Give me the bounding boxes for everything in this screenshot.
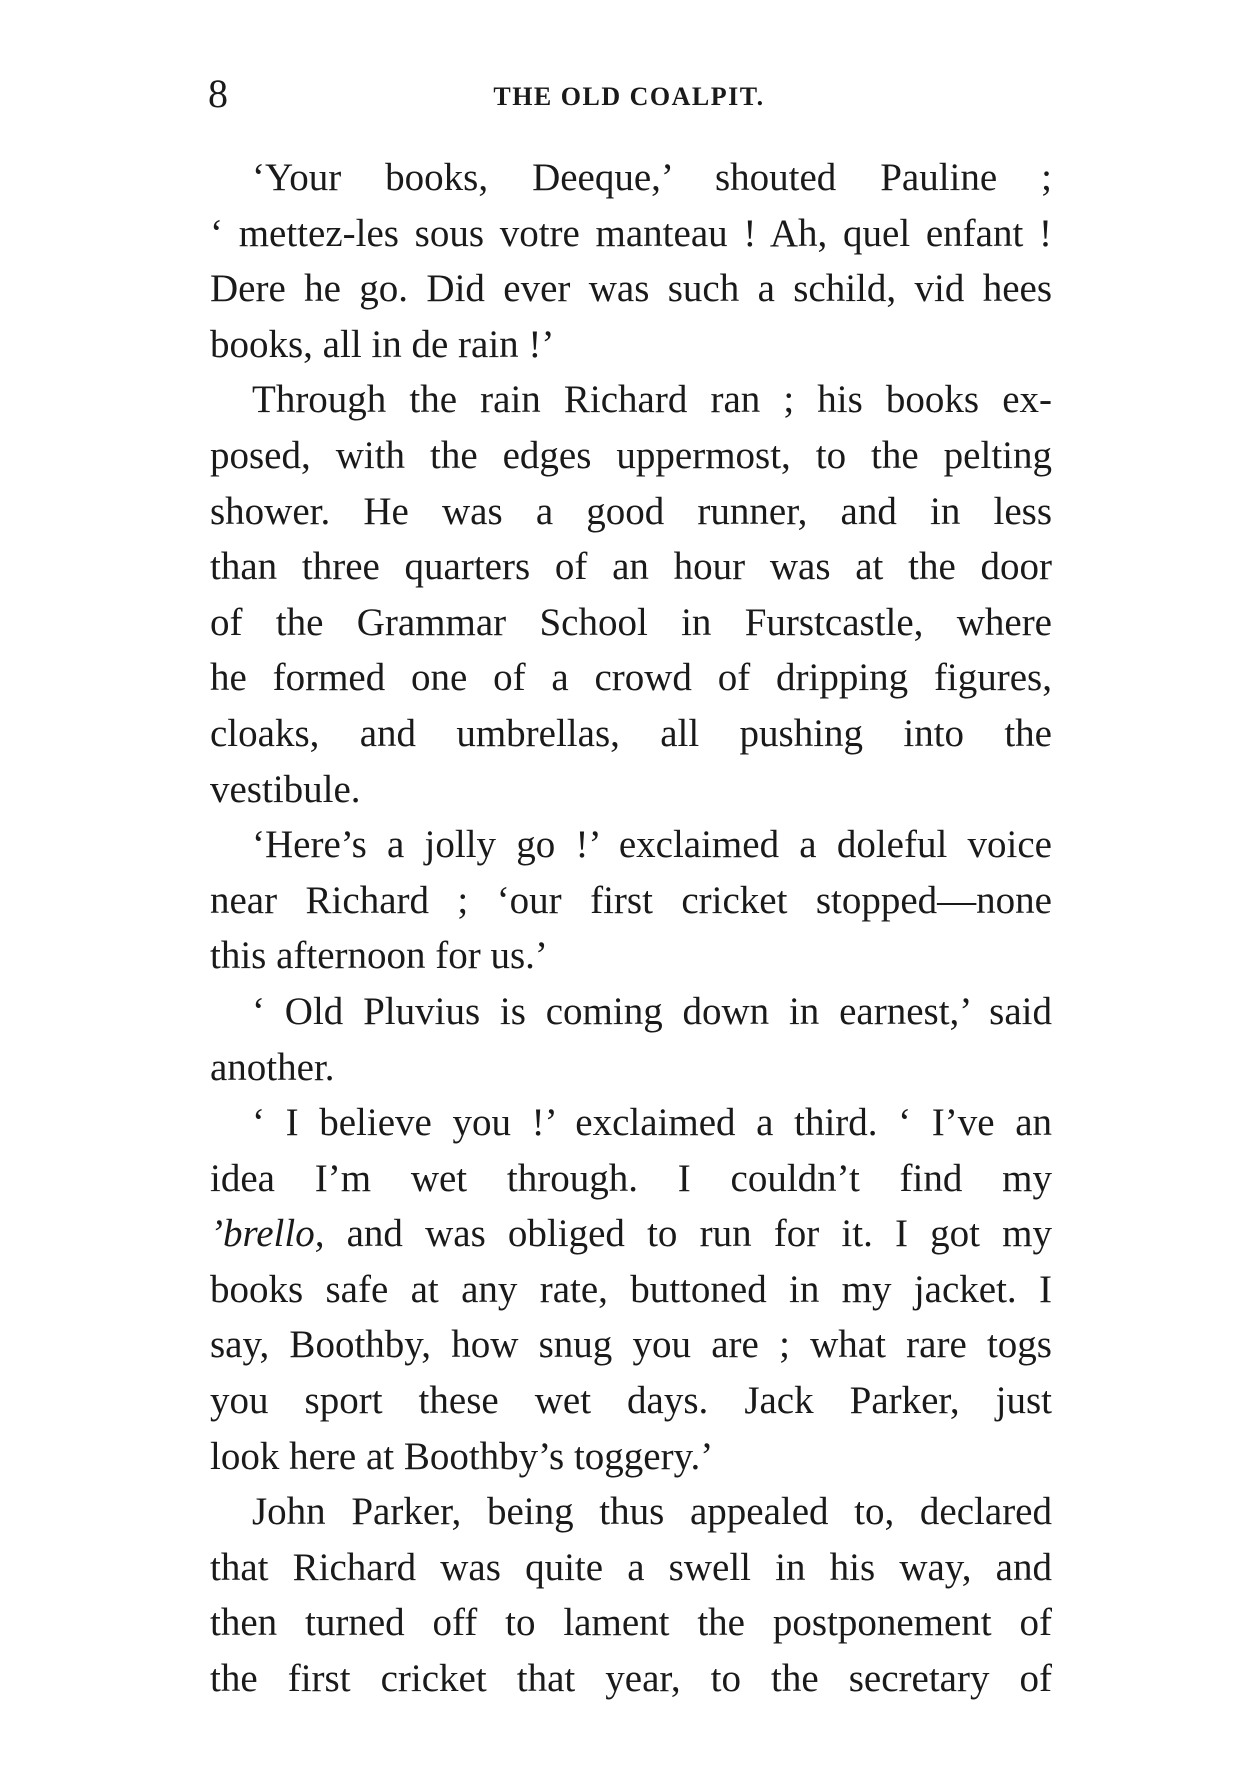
running-head — [208, 72, 1050, 122]
text-line: he formed one of a crowd of dripping figures, — [210, 656, 1052, 700]
running-title: THE OLD COALPIT. — [493, 82, 765, 111]
text-line: ‘Here’s a jolly go !’ exclaimed a doleful voice — [252, 823, 1052, 867]
text-line: than three quarters of an hour was at the door — [210, 545, 1052, 589]
text-line: ‘ mettez-les sous votre manteau ! Ah, quel enfant ! — [210, 211, 1052, 255]
text-line: John Parker, being thus appealed to, declared — [252, 1490, 1052, 1534]
text-line-rest: and was obliged to run for it. I got my — [324, 1212, 1052, 1256]
text-line: near Richard ; ‘our first cricket stopped—none — [210, 878, 1052, 922]
text-line: books safe at any rate, buttoned in my jacket. I — [210, 1267, 1052, 1311]
text-line: say, Boothby, how snug you are ; what rare togs — [210, 1323, 1052, 1367]
text-line: vestibule. — [210, 767, 361, 811]
text-line: shower. He was a good runner, and in less — [210, 489, 1052, 533]
text-line: this afternoon for us.’ — [210, 934, 548, 978]
text-line — [210, 1206, 1052, 1262]
text-line: that Richard was quite a swell in his way, and — [210, 1545, 1052, 1589]
page-number: 8 — [208, 71, 228, 116]
text-line: books, all in de rain !’ — [210, 322, 555, 366]
text-line: cloaks, and umbrellas, all pushing into the — [210, 711, 1052, 755]
text-line: ‘ Old Pluvius is coming down in earnest,’ said — [252, 989, 1052, 1033]
text-line: ‘ I believe you !’ exclaimed a third. ‘ I’ve an — [252, 1101, 1052, 1145]
text-line: look here at Boothby’s toggery.’ — [210, 1434, 714, 1478]
text-line: another. — [210, 1045, 335, 1089]
italic-word: ’brello, — [210, 1212, 325, 1256]
text-line: Dere he go. Did ever was such a schild, vid hees — [210, 267, 1052, 311]
text-line: of the Grammar School in Furstcastle, where — [210, 600, 1052, 644]
text-line: then turned off to lament the postponement of — [210, 1601, 1052, 1645]
text-line: the first cricket that year, to the secretary of — [210, 1657, 1052, 1701]
text-line: you sport these wet days. Jack Parker, just — [210, 1379, 1052, 1423]
text-line: Through the rain Richard ran ; his books ex- — [252, 378, 1052, 422]
text-line: ‘Your books, Deeque,’ shouted Pauline ; — [252, 156, 1052, 199]
body-text — [210, 150, 1052, 1707]
text-line: posed, with the edges uppermost, to the pelting — [210, 433, 1052, 477]
text-line: idea I’m wet through. I couldn’t find my — [210, 1156, 1052, 1200]
